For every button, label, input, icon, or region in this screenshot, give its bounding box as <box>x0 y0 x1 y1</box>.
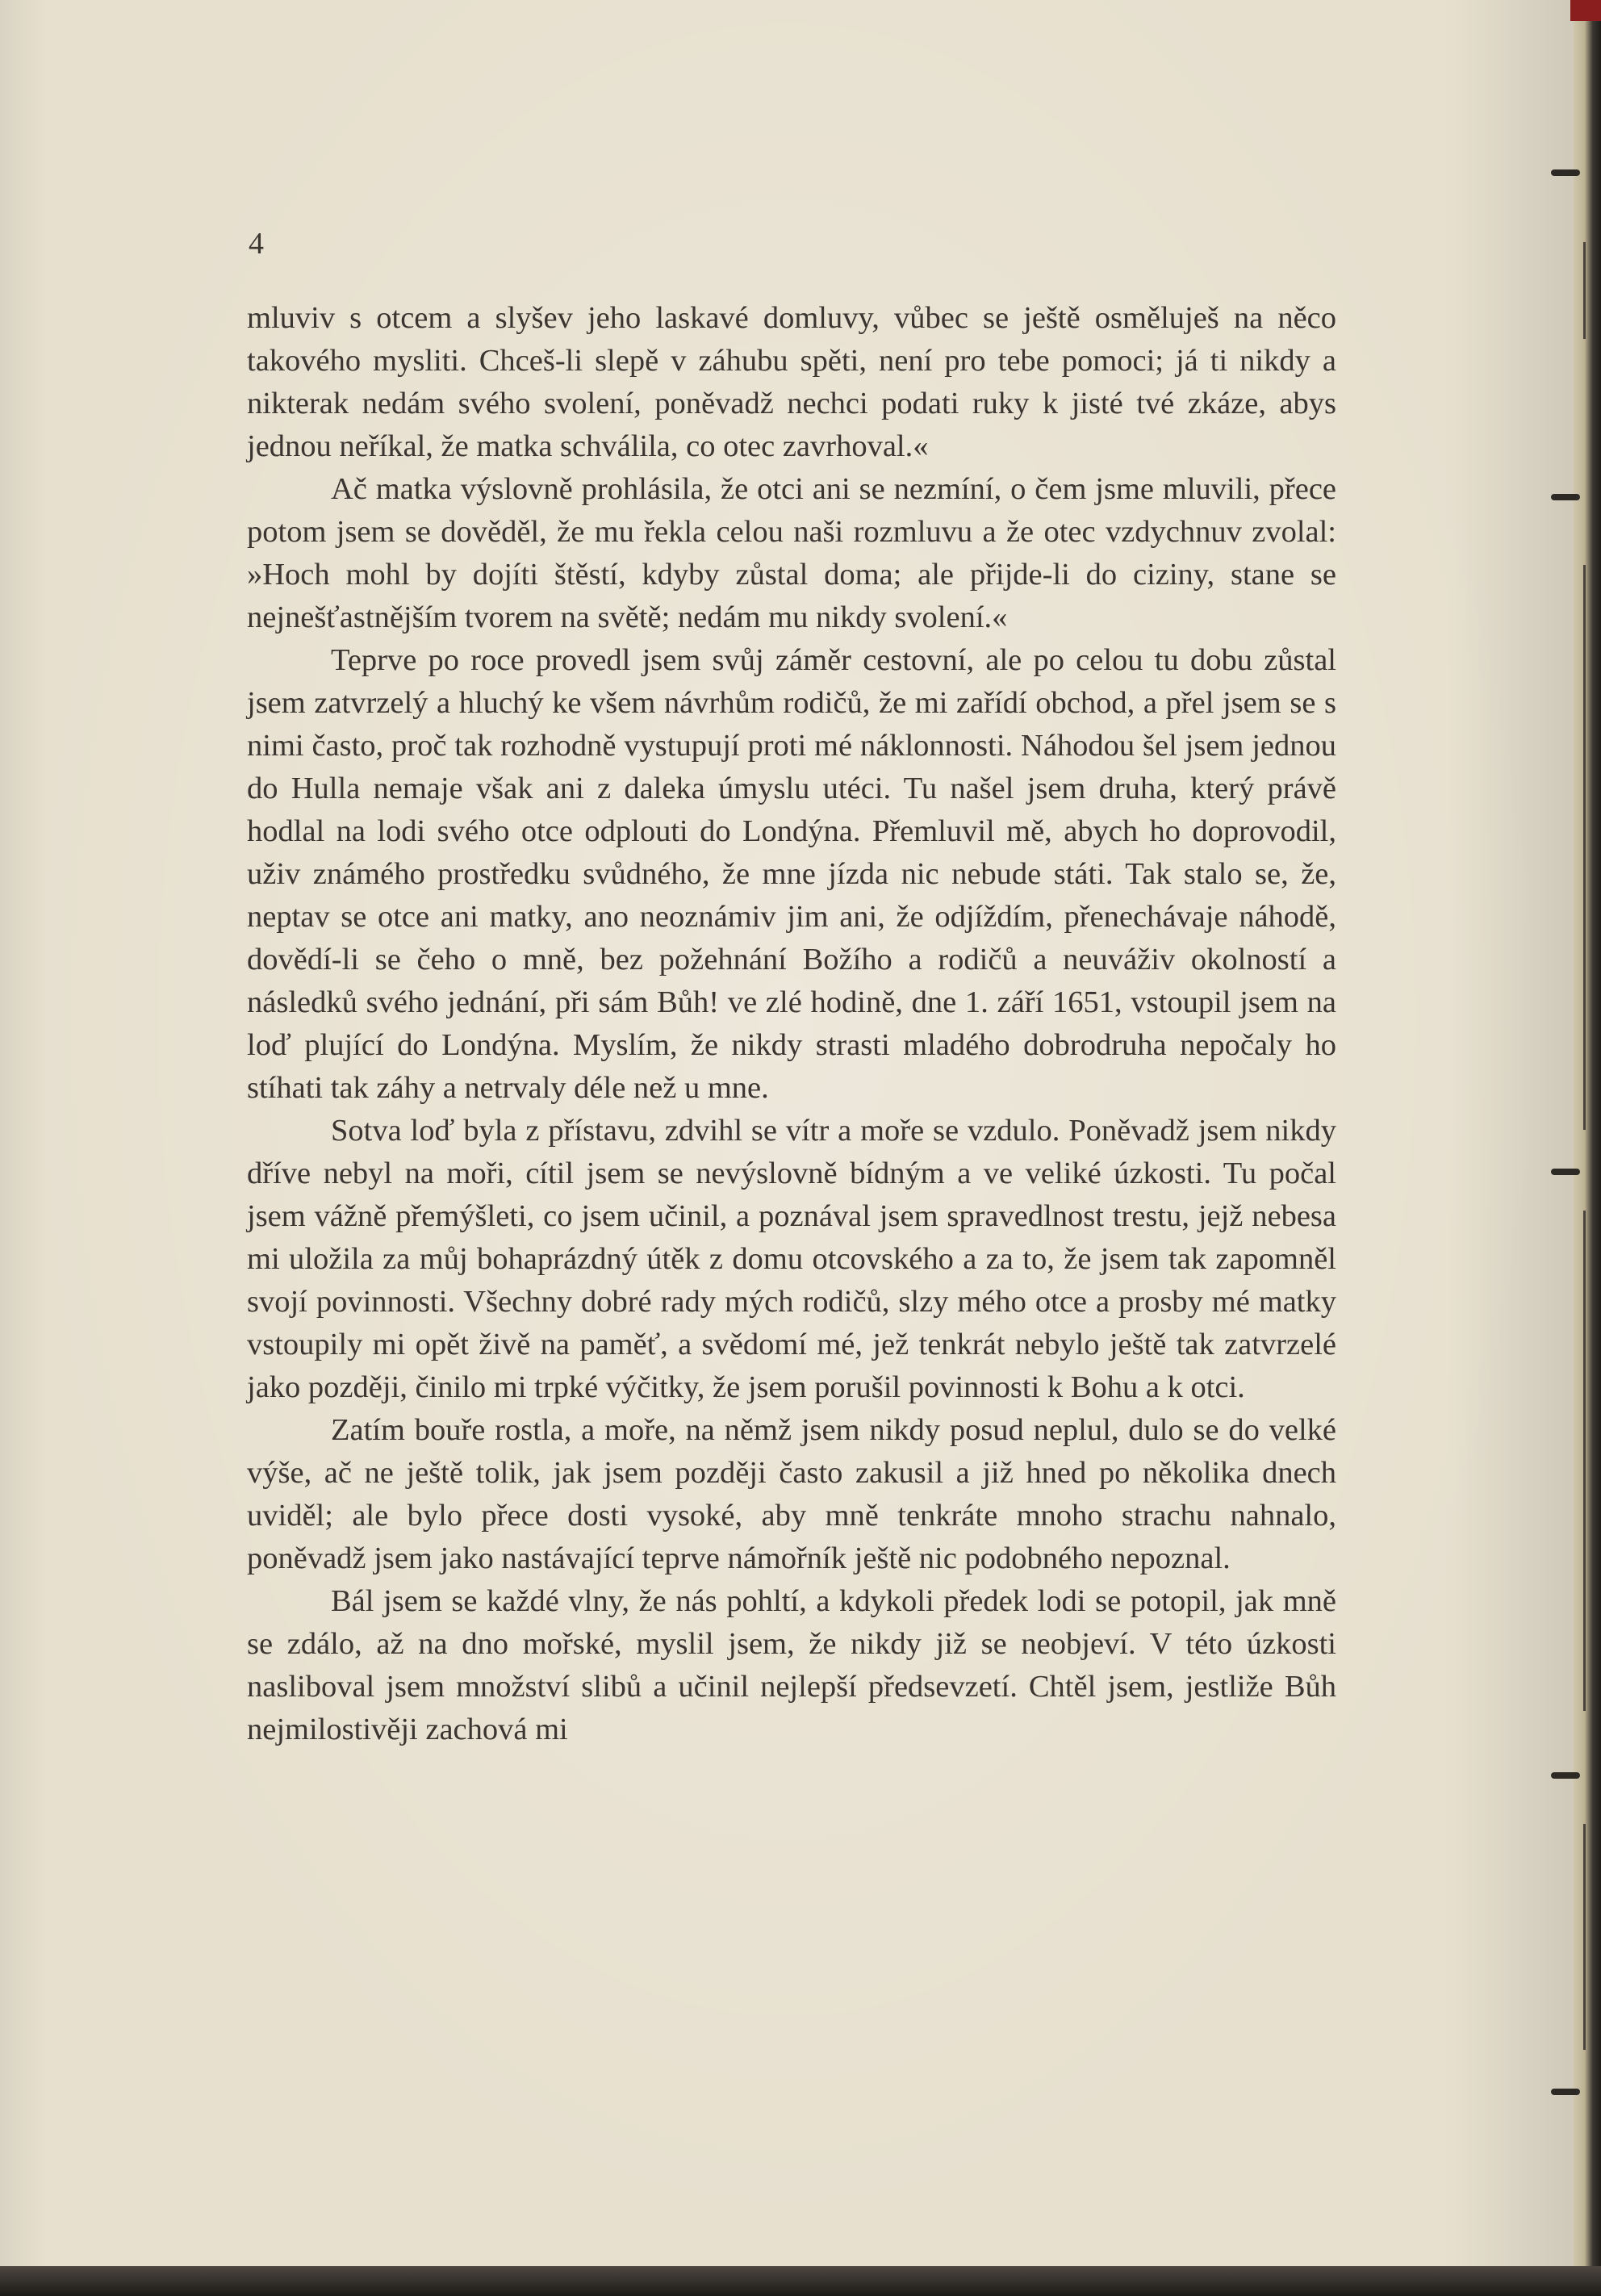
edge-tick <box>1551 1169 1580 1175</box>
edge-tick <box>1551 169 1580 176</box>
corner-mark <box>1570 0 1601 21</box>
binding-edge <box>1574 0 1601 2296</box>
edge-tick <box>1551 494 1580 500</box>
paragraph: mluviv s otcem a slyšev jeho laskavé domluvy, vůbec se ještě osměluješ na něco takového mysliti. Chceš-li slepě v záhubu spěti, není pro tebe pomoci; já ti nikdy a nikterak nedám svého svolení, poněvadž nechci podati ruky k jisté tvé zkáze, abys jednou neříkal, že matka schválila, co otec zavrhoval.« <box>247 301 1336 463</box>
edge-line <box>1583 1824 1586 2050</box>
paragraph: Sotva loď byla z přístavu, zdvihl se vítr a moře se vzdulo. Poněvadž jsem nikdy dříve nebyl na moři, cítil jsem se nevýslovně bídným a ve veliké úzkosti. Tu počal jsem vážně přemýšleti, co jsem učinil, a poznával jsem spravedlnost trestu, jejž nebesa mi uložila za můj bohaprázdný útěk z domu otcovského a za to, že jsem tak zapomněl svojí povinnosti. Všechny dobré rady mých rodičů, slzy mého otce a prosby mé matky vstoupily mi opět živě na paměť, a svědomí mé, jež tenkrát nebylo ještě tak zatvrzelé jako později, činilo mi trpké výčitky, že jsem porušil povinnosti k Bohu a k otci. <box>247 1114 1336 1404</box>
edge-tick <box>1551 2089 1580 2095</box>
paragraph: Bál jsem se každé vlny, že nás pohltí, a kdykoli předek lodi se potopil, jak mně se zdálo, až na dno mořské, myslil jsem, že nikdy již se neobjeví. V této úzkosti nasliboval jsem množství slibů a učinil nejlepší předsevzetí. Chtěl jsem, jestliže Bůh nejmilostivěji zachová mi <box>247 1584 1336 1746</box>
paragraph: Ač matka výslovně prohlásila, že otci ani se nezmíní, o čem jsme mluvili, přece potom jsem se dověděl, že mu řekla celou naši rozmluvu a že otec vzdychnuv zvolal: »Hoch mohl by dojíti štěstí, kdyby zůstal doma; ale přijde-li do ciziny, stane se nejnešťastnějším tvorem na světě; nedám mu nikdy svolení.« <box>247 472 1336 634</box>
paragraph: Teprve po roce provedl jsem svůj záměr cestovní, ale po celou tu dobu zůstal jsem zatvrzelý a hluchý ke všem návrhům rodičů, že mi zařídí obchod, a přel jsem se s nimi často, proč tak rozhodně vystupují proti mé náklonnosti. Náhodou šel jsem jednou do Hulla nemaje však ani z daleka úmyslu utéci. Tu našel jsem druha, který právě hodlal na lodi svého otce odplouti do Londýna. Přemluvil mě, abych ho doprovodil, uživ známého prostředku svůdného, že mne jízda nic nebude státi. Tak stalo se, že, neptav se otce ani matky, ano neoznámiv jim ani, že odjíždím, přenechávaje náhodě, dovědí-li se čeho o mně, bez požehnání Božího a rodičů a neuváživ okolností a následků svého jednání, při sám Bůh! ve zlé hodině, dne 1. září 1651, vstoupil jsem na loď plující do Londýna. Myslím, že nikdy strasti mladého dobrodruha nepočaly ho stíhati tak záhy a netrvaly déle než u mne. <box>247 643 1336 1105</box>
edge-tick <box>1551 1772 1580 1779</box>
edge-line <box>1583 565 1586 1130</box>
paragraph: Zatím bouře rostla, a moře, na němž jsem nikdy posud neplul, dulo se do velké výše, ač ne ještě tolik, jak jsem později často zakusil a již hned po několika dnech uviděl; ale bylo přece dosti vysoké, aby mně tenkráte mnoho strachu nahnalo, poněvadž jsem jako nastávající teprve námořník ještě nic podobného nepoznal. <box>247 1413 1336 1575</box>
page-number: 4 <box>249 227 264 261</box>
body-text <box>247 297 1336 1751</box>
edge-line <box>1583 242 1586 339</box>
bottom-shadow <box>0 2266 1601 2296</box>
edge-line <box>1583 1211 1586 1711</box>
